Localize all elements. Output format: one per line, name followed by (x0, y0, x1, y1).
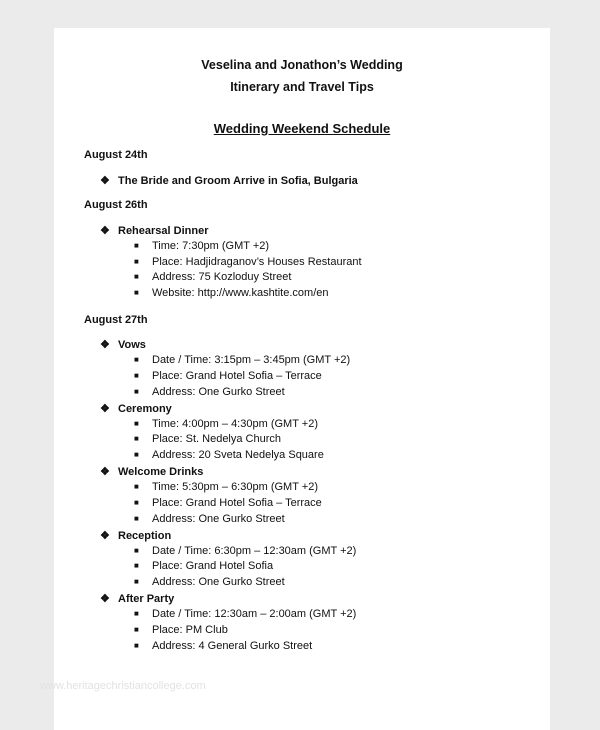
square-bullet-icon: ■ (134, 371, 139, 380)
event-detail: ■ Time: 4:00pm – 4:30pm (GMT +2) (134, 418, 318, 430)
event-detail: ■ Date / Time: 6:30pm – 12:30am (GMT +2) (134, 545, 357, 557)
square-bullet-icon: ■ (134, 561, 139, 570)
event-detail: ■ Place: PM Club (134, 624, 228, 636)
event-detail: ■ Place: Grand Hotel Sofia – Terrace (134, 370, 322, 382)
diamond-bullet-icon: ❖ (100, 403, 110, 415)
document-title: Veselina and Jonathon’s Wedding (201, 58, 403, 72)
event-detail: ■ Address: 20 Sveta Nedelya Square (134, 449, 324, 461)
event-detail: ■ Address: One Gurko Street (134, 386, 285, 398)
event-detail: ■ Time: 5:30pm – 6:30pm (GMT +2) (134, 481, 318, 493)
document-body (40, 28, 550, 730)
diamond-bullet-icon: ❖ (100, 530, 110, 542)
square-bullet-icon: ■ (134, 272, 139, 281)
day-date: August 27th (84, 314, 148, 326)
event-title: Welcome Drinks (118, 466, 204, 478)
square-bullet-icon: ■ (134, 241, 139, 250)
event-detail: ■ Time: 7:30pm (GMT +2) (134, 240, 270, 252)
square-bullet-icon: ■ (134, 625, 139, 634)
diamond-bullet-icon: ❖ (100, 175, 110, 187)
event-detail: ■ Place: Grand Hotel Sofia – Terrace (134, 497, 322, 509)
event-item (100, 529, 171, 542)
square-bullet-icon: ■ (134, 434, 139, 443)
event-title: Reception (118, 530, 172, 542)
event-detail: ■ Place: Grand Hotel Sofia (134, 560, 274, 572)
event-title: Rehearsal Dinner (118, 225, 209, 237)
square-bullet-icon: ■ (134, 288, 139, 297)
square-bullet-icon: ■ (134, 419, 139, 428)
event-title: After Party (118, 593, 175, 605)
event-detail: ■ Place: St. Nedelya Church (134, 433, 282, 445)
event-detail: ■ Address: 75 Kozloduy Street (134, 271, 292, 283)
watermark: www.heritagechristiancollege.com (40, 680, 206, 692)
event-detail: ■ Date / Time: 3:15pm – 3:45pm (GMT +2) (134, 354, 351, 366)
diamond-bullet-icon: ❖ (100, 593, 110, 605)
event-detail: ■ Address: One Gurko Street (134, 513, 285, 525)
diamond-bullet-icon: ❖ (100, 339, 110, 351)
event-detail (134, 287, 328, 299)
event-item (100, 174, 358, 187)
square-bullet-icon: ■ (134, 257, 139, 266)
square-bullet-icon: ■ (134, 641, 139, 650)
event-detail: ■ Address: One Gurko Street (134, 576, 285, 588)
website-link: Website: http://www.kashtite.com/en (152, 287, 329, 299)
square-bullet-icon: ■ (134, 450, 139, 459)
event-detail: ■ Place: Hadjidraganov’s Houses Restaurant (134, 256, 362, 268)
event-item (100, 402, 172, 415)
square-bullet-icon: ■ (134, 609, 139, 618)
square-bullet-icon: ■ (134, 546, 139, 555)
event-title: Ceremony (118, 403, 172, 415)
document-subtitle: Itinerary and Travel Tips (230, 80, 374, 94)
document-page (40, 28, 550, 730)
square-bullet-icon: ■ (134, 355, 139, 364)
day-date: August 26th (84, 199, 148, 211)
square-bullet-icon: ■ (134, 482, 139, 491)
schedule-title: Wedding Weekend Schedule (213, 121, 391, 136)
diamond-bullet-icon: ❖ (100, 225, 110, 237)
event-item (100, 592, 174, 605)
event-title: The Bride and Groom Arrive in Sofia, Bulgaria (118, 175, 358, 187)
event-detail: ■ Date / Time: 12:30am – 2:00am (GMT +2) (134, 608, 357, 620)
square-bullet-icon: ■ (134, 577, 139, 586)
event-item (100, 465, 203, 478)
event-detail: ■ Address: 4 General Gurko Street (134, 640, 313, 652)
event-item (100, 338, 146, 351)
event-item (100, 224, 208, 237)
square-bullet-icon: ■ (134, 498, 139, 507)
diamond-bullet-icon: ❖ (100, 466, 110, 478)
event-title: Vows (118, 339, 146, 351)
square-bullet-icon: ■ (134, 387, 139, 396)
day-date: August 24th (84, 149, 148, 161)
square-bullet-icon: ■ (134, 514, 139, 523)
